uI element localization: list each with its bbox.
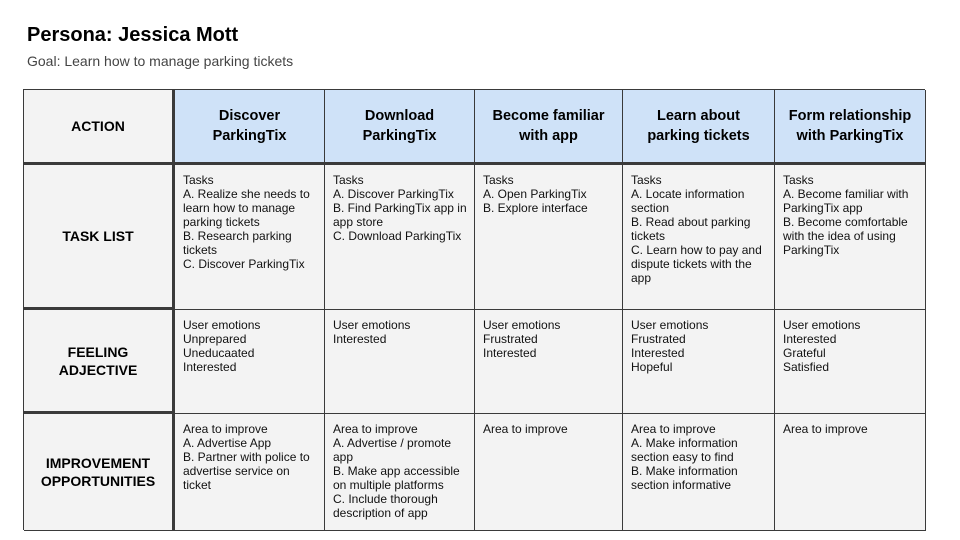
cell-line: Area to improve bbox=[183, 422, 268, 436]
cell-line: B. Find ParkingTix app in app store bbox=[333, 201, 467, 229]
column-header-learn-tickets: Learn about parking tickets bbox=[623, 90, 775, 165]
feeling-cell bbox=[623, 310, 775, 414]
cell-line: A. Realize she needs to learn how to manage parking tickets bbox=[183, 187, 310, 229]
improvement-cell bbox=[775, 414, 926, 531]
cell-line: Uneducaated bbox=[183, 346, 255, 360]
cell-line: A. Open ParkingTix bbox=[483, 187, 587, 201]
cell-line: Area to improve bbox=[483, 422, 568, 436]
improvement-cell bbox=[623, 414, 775, 531]
cell-line: A. Discover ParkingTix bbox=[333, 187, 454, 201]
page-title: Persona: Jessica Mott bbox=[27, 24, 239, 46]
cell-line: Tasks bbox=[631, 173, 662, 187]
cell-line: Unprepared bbox=[183, 332, 247, 346]
cell-line: Tasks bbox=[333, 173, 364, 187]
feeling-cell bbox=[475, 310, 623, 414]
cell-line: B. Research parking tickets bbox=[183, 229, 292, 257]
corner-header-action: ACTION bbox=[24, 90, 175, 165]
cell-line: User emotions bbox=[631, 318, 709, 332]
cell-line: A. Locate information section bbox=[631, 187, 745, 215]
cell-line: B. Read about parking tickets bbox=[631, 215, 751, 243]
cell-line: Grateful bbox=[783, 346, 826, 360]
feeling-cell bbox=[175, 310, 325, 414]
cell-line: Interested bbox=[783, 332, 837, 346]
cell-line: C. Download ParkingTix bbox=[333, 229, 462, 243]
cell-line: Tasks bbox=[783, 173, 814, 187]
cell-line: A. Advertise / promote app bbox=[333, 436, 452, 464]
cell-line: B. Make app accessible on multiple platforms bbox=[333, 464, 460, 492]
cell-line: Interested bbox=[631, 346, 685, 360]
cell-line: Frustrated bbox=[483, 332, 538, 346]
column-header-download: Download ParkingTix bbox=[325, 90, 475, 165]
task-list-cell bbox=[623, 165, 775, 310]
task-list-cell bbox=[175, 165, 325, 310]
cell-line: User emotions bbox=[333, 318, 411, 332]
cell-line: Area to improve bbox=[783, 422, 868, 436]
cell-line: C. Include thorough description of app bbox=[333, 492, 438, 520]
task-list-cell bbox=[325, 165, 475, 310]
cell-line: Tasks bbox=[483, 173, 514, 187]
task-list-cell bbox=[475, 165, 623, 310]
cell-line: Frustrated bbox=[631, 332, 686, 346]
cell-line: User emotions bbox=[783, 318, 861, 332]
cell-line: Area to improve bbox=[333, 422, 418, 436]
column-header-form-relationship: Form relationship with ParkingTix bbox=[775, 90, 926, 165]
cell-line: Tasks bbox=[183, 173, 214, 187]
row-header-feeling-adjective: FEELING ADJECTIVE bbox=[24, 310, 175, 414]
cell-line: User emotions bbox=[483, 318, 561, 332]
feeling-cell bbox=[325, 310, 475, 414]
row-header-task-list: TASK LIST bbox=[24, 165, 175, 310]
task-list-cell bbox=[775, 165, 926, 310]
improvement-cell bbox=[325, 414, 475, 531]
journey-map-table bbox=[23, 89, 925, 530]
cell-line: A. Make information section easy to find bbox=[631, 436, 738, 464]
cell-line: B. Explore interface bbox=[483, 201, 588, 215]
cell-line: A. Advertise App bbox=[183, 436, 272, 450]
cell-line: Area to improve bbox=[631, 422, 716, 436]
cell-line: C. Learn how to pay and dispute tickets with the app bbox=[631, 243, 762, 285]
cell-line: Interested bbox=[483, 346, 537, 360]
improvement-cell bbox=[475, 414, 623, 531]
column-header-discover: Discover ParkingTix bbox=[175, 90, 325, 165]
column-header-become-familiar: Become familiar with app bbox=[475, 90, 623, 165]
cell-line: Hopeful bbox=[631, 360, 673, 374]
cell-line: B. Become comfortable with the idea of using ParkingTix bbox=[783, 215, 908, 257]
improvement-cell bbox=[175, 414, 325, 531]
row-header-improvement-opportunities: IMPROVEMENT OPPORTUNITIES bbox=[24, 414, 175, 531]
cell-line: C. Discover ParkingTix bbox=[183, 257, 305, 271]
cell-line: User emotions bbox=[183, 318, 261, 332]
cell-line: B. Partner with police to advertise service on ticket bbox=[183, 450, 310, 492]
cell-line: B. Make information section informative bbox=[631, 464, 738, 492]
persona-goal: Goal: Learn how to manage parking tickets bbox=[27, 53, 294, 69]
feeling-cell bbox=[775, 310, 926, 414]
cell-line: Satisfied bbox=[783, 360, 830, 374]
cell-line: Interested bbox=[333, 332, 387, 346]
cell-line: Interested bbox=[183, 360, 237, 374]
cell-line: A. Become familiar with ParkingTix app bbox=[783, 187, 909, 215]
